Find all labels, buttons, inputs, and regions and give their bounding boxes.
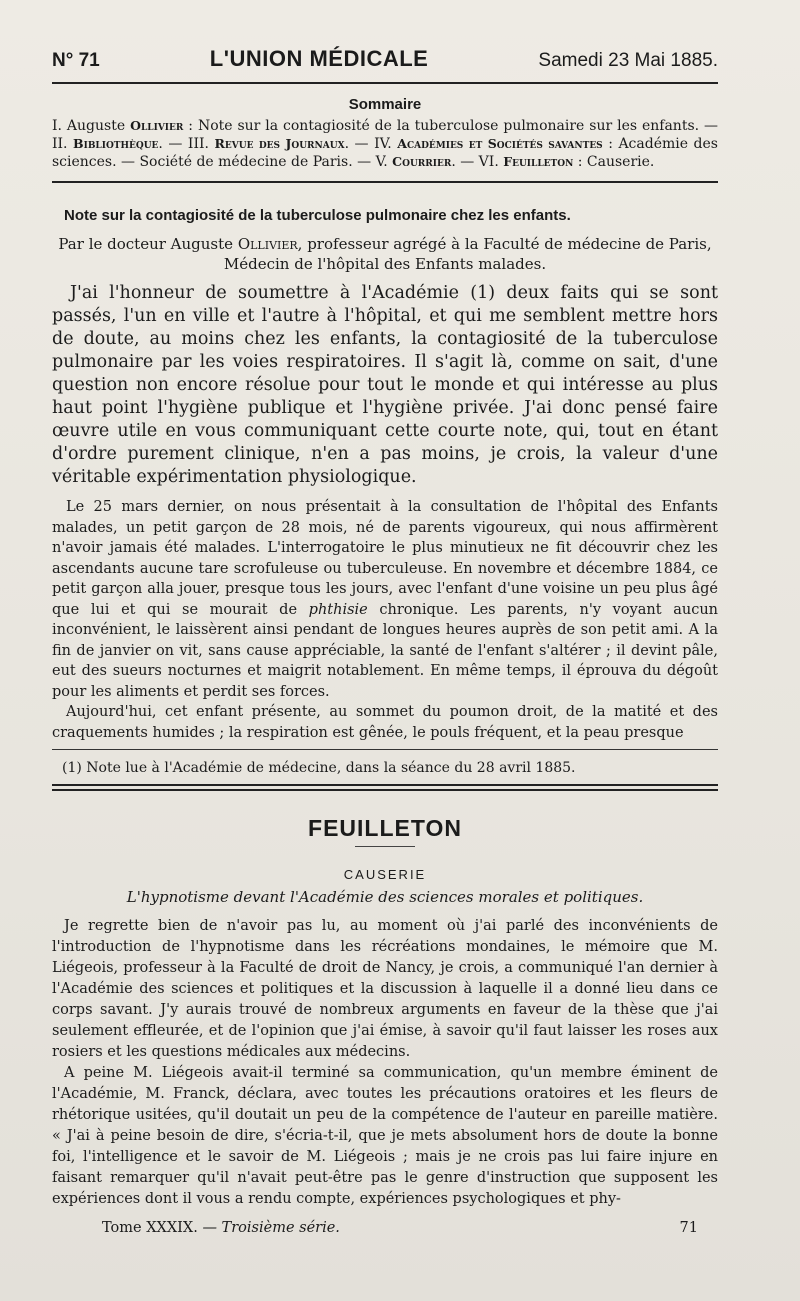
article-paragraph: Le 25 mars dernier, on nous présentait à la consultation de l'hôpital des Enfants malades, un petit garçon de 28 mois, né de parents vigoureux, qui nous affirmèrent n'avoir jamais été malades. L'interrogatoire le plus minutieux ne fit découvrir chez les ascendants aucune tare scrofuleuse ou tuberculeuse. En novembre et décembre 1884, ce petit garçon alla jouer, presque tous les jours, avec l'enfant d'une voisine un peu plus âgé que lui et qui se mourait de phthisie chronique. Les parents, n'y voyant aucun inconvénient, le laissèrent ainsi pendant de longues heures auprès de son petit ami. A la fin de janvier on vit, sans cause appréciable, la santé de l'enfant s'altérer ; il devint pâle, eut des sueurs nocturnes et maigrit notablement. En même temps, il éprouva du dégoût pour les aliments et perdit ses forces. [52, 499, 718, 700]
author-name: Ollivier [237, 235, 298, 253]
article-title: Note sur la contagiosité de la tuberculose pulmonaire chez les enfants. [64, 207, 571, 224]
article-byline: Par le docteur Auguste Ollivier, professeur agrégé à la Faculté de médecine de Paris, Médecin de l'hôpital des Enfants malades. [58, 235, 712, 273]
sommaire-item: I. Auguste Ollivier : Note sur la contagiosité de la tuberculose pulmonaire sur les enfants. — [52, 118, 719, 134]
feuilleton-paragraph: A peine M. Liégeois avait-il terminé sa communication, qu'un membre éminent de l'Académie, M. Franck, déclara, avec toutes les précautions oratoires et les fleurs de rhétorique usitées, qu'il doutait un peu de la compétence de l'auteur en pareille matière. « J'ai à peine besoin de dire, s'écria-t-il, que je mets absolument hors de doute la bonne foi, l'intelligence et le savoir de M. Liégeois ; mais je ne crois pas lui faire injure en faisant remarquer qu'il n'avait peut-être pas le genre d'instruction que supposent les expériences dont il vous a rendu compte, expériences psychologiques et phy- [52, 1065, 718, 1207]
author-affiliation: Médecin de l'hôpital des Enfants malades. [223, 255, 547, 273]
feuilleton-separator [52, 784, 718, 791]
article-lead-paragraph: J'ai l'honneur de soumettre à l'Académie (1) deux faits qui se sont passés, l'un en ville et l'autre à l'hôpital, et qui me semblent mettre hors de doute, au moins chez les enfants, la contagiosité de la tuberculose pulmonaire par les voies respiratoires. Il s'agit là, comme on sait, d'une question non encore résolue pour tout le monde et qui intéresse au plus haut point l'hygiène publique et l'hygiène privée. J'ai donc pensé faire œuvre utile en vous communiquant cette courte note, qui, tout en étant d'ordre purement clinique, n'en a pas moins, je crois, la valeur d'une véritable expérimentation physiologique. [52, 283, 718, 487]
feuilleton-paragraph: Je regrette bien de n'avoir pas lu, au moment où j'ai parlé des inconvénients de l'introduction de l'hypnotisme dans les récréations mondaines, le mémoire que M. Liégeois, professeur à la Faculté de droit de Nancy, je crois, a communiqué l'an dernier à l'Académie des sciences et politiques et la discussion à laquelle il a donné lieu dans ce corps savant. J'y aurais trouvé de nombreux arguments en faveur de la thèse que j'ai seulement effleurée, et de l'opinion que j'ai émise, à savoir qu'il faut laisser les roses aux rosiers et les questions médicales aux médecins. [52, 918, 718, 1060]
footnote-rule [52, 749, 718, 750]
article-paragraph: Aujourd'hui, cet enfant présente, au sommet du poumon droit, de la matité et des craquements humides ; la respiration est gênée, le pouls fréquent, et la peau presque [52, 704, 718, 741]
causerie-heading: CAUSERIE [343, 867, 427, 882]
feuilleton-heading: FEUILLETON [308, 815, 462, 841]
sommaire-rule [52, 181, 718, 183]
sommaire-title: Sommaire [348, 96, 422, 113]
page-number: 71 [679, 1220, 698, 1236]
sommaire-item: III. Revue des Journaux. — [187, 136, 375, 152]
page-footer [52, 1220, 718, 1236]
volume-info: Tome XXXIX. — Troisième série. [102, 1220, 340, 1236]
sommaire-item: II. Bibliothèque. — [52, 136, 188, 152]
masthead-rule [52, 82, 718, 84]
issue-date: Samedi 23 Mai 1885. [538, 50, 718, 71]
sommaire-item: VI. Feuilleton : Causerie. [478, 154, 655, 170]
issue-number: N° 71 [52, 50, 100, 71]
sommaire-item: IV. Académies et Sociétés savantes : Académie des sciences. — Société de médecine de Paris. — [52, 136, 718, 170]
sommaire-item: V. Courrier. — [375, 154, 479, 170]
feuilleton-subtitle: L'hypnotisme devant l'Académie des sciences morales et politiques. [126, 888, 644, 906]
masthead [52, 0, 718, 76]
sommaire-list [52, 117, 718, 171]
journal-title: L'UNION MÉDICALE [209, 46, 429, 71]
footnote: (1) Note lue à l'Académie de médecine, dans la séance du 28 avril 1885. [62, 760, 576, 776]
feuilleton-underline [355, 846, 415, 847]
